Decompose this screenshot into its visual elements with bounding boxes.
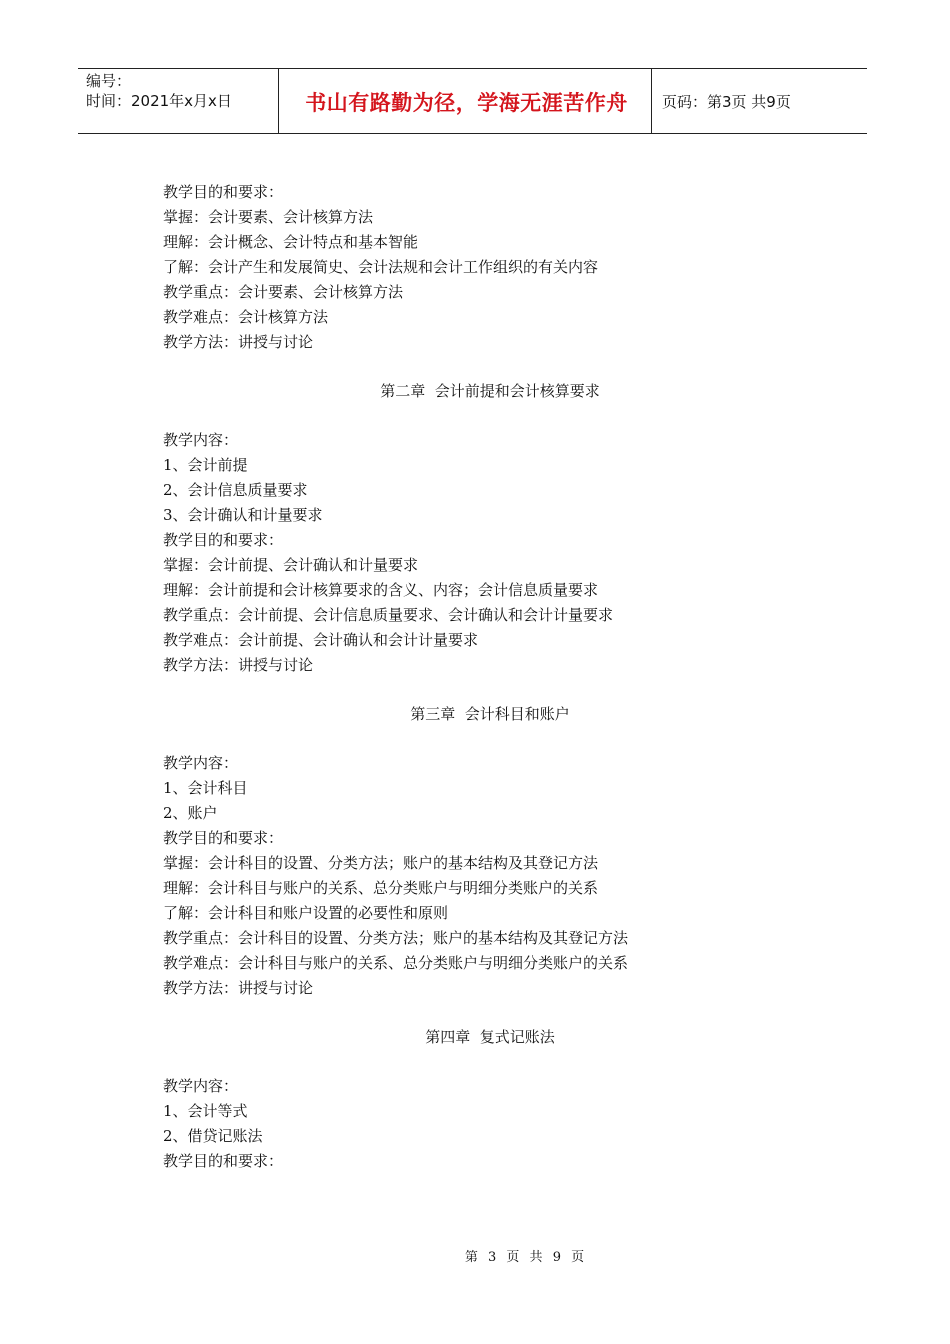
section-chapter2 <box>163 428 803 678</box>
text-line: 教学内容： <box>163 431 239 449</box>
text-line: 教学目的和要求： <box>163 829 284 847</box>
text-line: 2、借贷记账法 <box>163 1127 263 1145</box>
text-line: 2、账户 <box>163 804 218 822</box>
text-line: 理解：会计科目与账户的关系、总分类账户与明细分类账户的关系 <box>163 879 599 897</box>
text-line: 掌握：会计要素、会计核算方法 <box>163 208 374 226</box>
text-line: 教学重点：会计科目的设置、分类方法；账户的基本结构及其登记方法 <box>163 929 629 947</box>
section-chapter3 <box>163 751 803 1001</box>
document-date-label: 时间：2021年x月x日 <box>86 92 232 110</box>
text-line: 2、会计信息质量要求 <box>163 481 308 499</box>
header-divider-right <box>651 69 652 134</box>
text-line: 教学目的和要求： <box>163 1152 284 1170</box>
text-line: 教学难点：会计科目与账户的关系、总分类账户与明细分类账户的关系 <box>163 954 629 972</box>
text-line: 了解：会计科目和账户设置的必要性和原则 <box>163 904 449 922</box>
text-line: 1、会计前提 <box>163 456 248 474</box>
text-line: 3、会计确认和计量要求 <box>163 506 323 524</box>
chapter-4-heading: 第四章 复式记账法 <box>425 1028 555 1046</box>
page-header <box>78 68 867 134</box>
section-chapter1-tail <box>163 180 803 355</box>
chapter-2-heading: 第二章 会计前提和会计核算要求 <box>380 382 600 400</box>
text-line: 理解：会计前提和会计核算要求的含义、内容；会计信息质量要求 <box>163 581 599 599</box>
text-line: 掌握：会计前提、会计确认和计量要求 <box>163 556 419 574</box>
text-line: 教学重点：会计要素、会计核算方法 <box>163 283 404 301</box>
header-motto: 书山有路勤为径，学海无涯苦作舟 <box>305 90 628 115</box>
page-footer: 第 3 页 共 9 页 <box>464 1250 586 1265</box>
chapter-3-heading: 第三章 会计科目和账户 <box>410 705 570 723</box>
text-line: 教学目的和要求： <box>163 183 284 201</box>
text-line: 教学难点：会计核算方法 <box>163 308 329 326</box>
text-line: 1、会计等式 <box>163 1102 248 1120</box>
text-line: 掌握：会计科目的设置、分类方法；账户的基本结构及其登记方法 <box>163 854 599 872</box>
text-line: 了解：会计产生和发展简史、会计法规和会计工作组织的有关内容 <box>163 258 599 276</box>
text-line: 教学方法：讲授与讨论 <box>163 656 314 674</box>
text-line: 教学方法：讲授与讨论 <box>163 979 314 997</box>
text-line: 教学重点：会计前提、会计信息质量要求、会计确认和会计计量要求 <box>163 606 614 624</box>
text-line: 教学目的和要求： <box>163 531 284 549</box>
text-line: 教学内容： <box>163 754 239 772</box>
text-line: 教学难点：会计前提、会计确认和会计计量要求 <box>163 631 479 649</box>
text-line: 理解：会计概念、会计特点和基本智能 <box>163 233 419 251</box>
header-page-info: 页码：第3页 共9页 <box>662 93 791 111</box>
text-line: 教学方法：讲授与讨论 <box>163 333 314 351</box>
header-divider-left <box>278 69 279 134</box>
header-meta <box>86 71 232 111</box>
section-chapter4 <box>163 1074 803 1174</box>
document-body <box>163 180 803 1174</box>
document-number-label: 编号： <box>86 72 132 90</box>
text-line: 1、会计科目 <box>163 779 248 797</box>
text-line: 教学内容： <box>163 1077 239 1095</box>
